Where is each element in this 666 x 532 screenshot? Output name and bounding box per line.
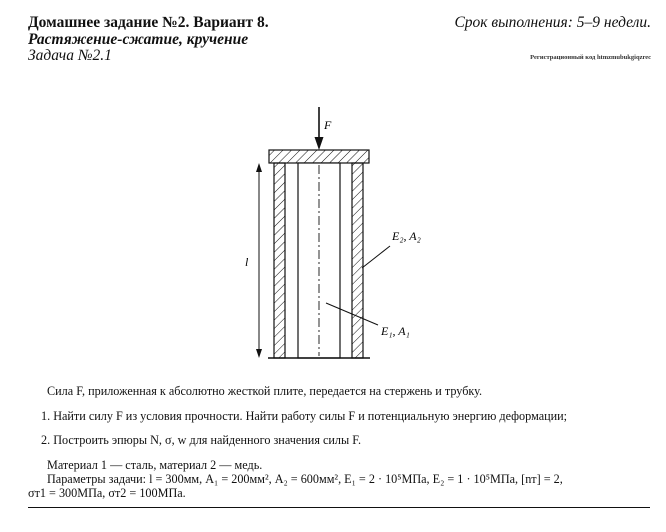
tube-right-wall xyxy=(352,163,363,358)
inner-rod xyxy=(298,163,340,358)
outer-material-label: E₂, A₂ xyxy=(392,229,421,243)
rigid-plate xyxy=(269,150,369,163)
force-label: F xyxy=(324,118,332,132)
tube-left-wall xyxy=(274,163,285,358)
materials: Материал 1 — сталь, материал 2 — медь. xyxy=(47,458,263,472)
bottom-rule xyxy=(28,507,650,508)
homework-title: Домашнее задание №2. Вариант 8. xyxy=(28,14,269,31)
task-number: Задача №2.1 xyxy=(28,47,112,64)
length-label: l xyxy=(245,255,249,269)
force-arrow xyxy=(315,107,324,150)
topic-title: Растяжение-сжатие, кручение xyxy=(28,31,249,48)
length-dimension xyxy=(256,163,262,358)
inner-material-label: E₁, A₁ xyxy=(381,324,410,338)
registration-code: Регистрационный код htmzmubukgiqzrec xyxy=(530,54,651,61)
parameters-line-1: Параметры задачи: l = 300мм, A₁ = 200мм², A₂ = 600мм², E₁ = 2 · 10⁵МПа, E₂ = 1 · 10⁵МПа, [nт] = 2, xyxy=(47,472,563,486)
problem-statement: Сила F, приложенная к абсолютно жесткой плите, передается на стержень и трубку. xyxy=(47,384,483,398)
task-item-1: 1. Найти силу F из условия прочности. Найти работу силы F и потенциальную энергию деформации; xyxy=(41,409,568,423)
parameters-line-2: σт1 = 300МПа, σт2 = 100МПа. xyxy=(28,486,186,500)
task-item-2: 2. Построить эпюры N, σ, w для найденного значения силы F. xyxy=(41,433,362,447)
deadline: Срок выполнения: 5–9 недели. xyxy=(454,14,651,31)
outer-leader xyxy=(362,246,390,268)
